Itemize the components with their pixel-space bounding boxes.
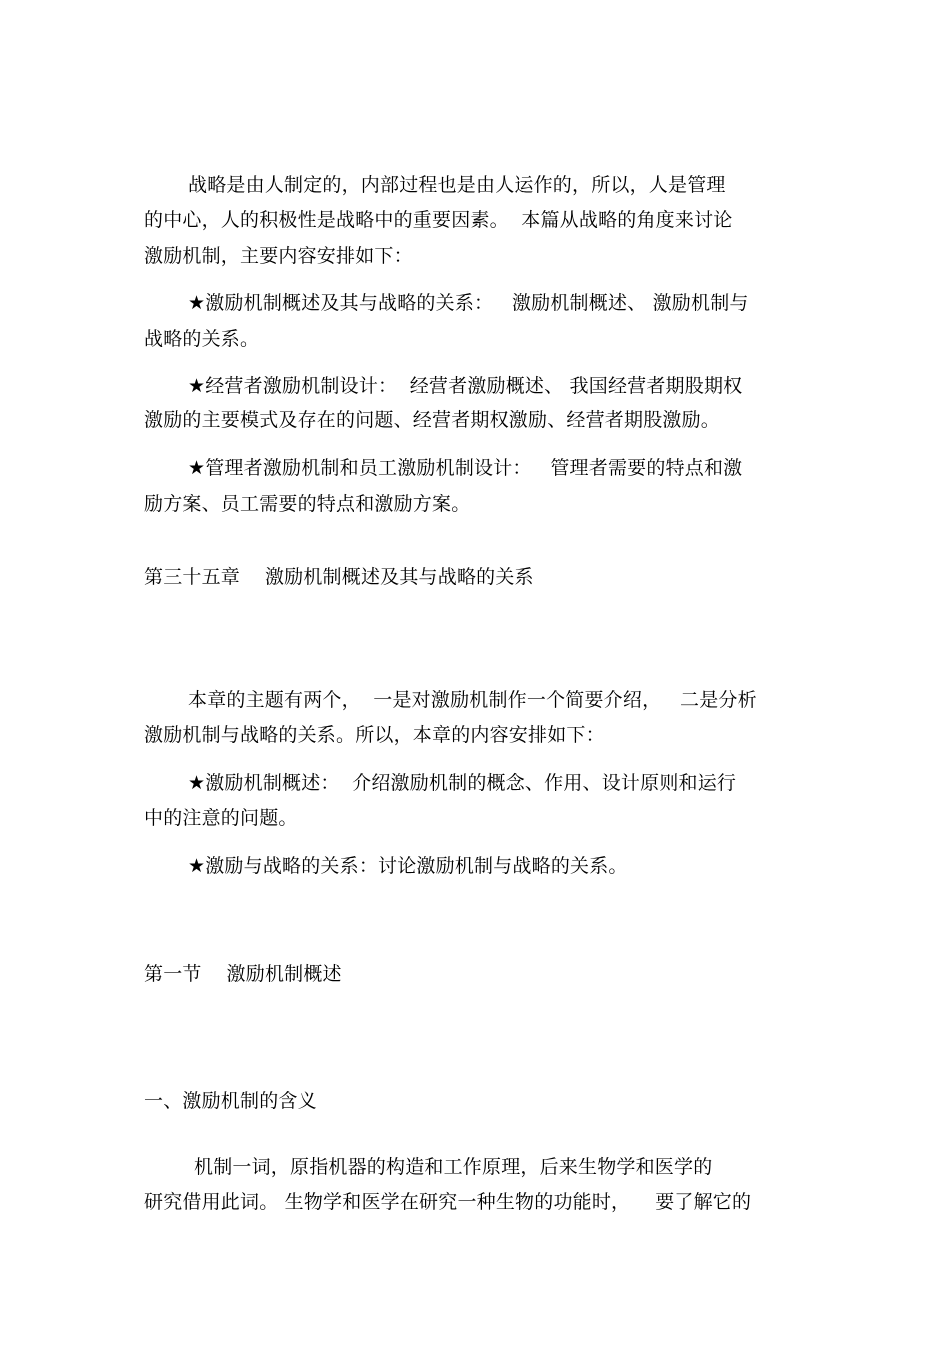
section-title: 第一节 激励机制概述: [144, 963, 342, 985]
chapter-outline-item-1-line-2: 中的注意的问题。: [144, 807, 298, 829]
body-line-1: 机制一词，原指机器的构造和工作原理，后来生物学和医学的: [194, 1156, 713, 1178]
chapter-outline-item-1-line-1: ★激励机制概述： 介绍激励机制的概念、作用、设计原则和运行: [188, 772, 737, 794]
body-line-2: 研究借用此词。 生物学和医学在研究一种生物的功能时， 要了解它的: [144, 1191, 752, 1213]
intro-line-2: 的中心，人的积极性是战略中的重要因素。 本篇从战略的角度来讨论: [144, 209, 733, 231]
outline-item-2-line-2: 激励的主要模式及存在的问题、经营者期权激励、经营者期股激励。: [144, 409, 721, 431]
subsection-title: 一、激励机制的含义: [144, 1090, 317, 1112]
outline-item-2-line-1: ★经营者激励机制设计： 经营者激励概述、 我国经营者期股期权: [188, 375, 743, 397]
outline-item-3-line-2: 励方案、员工需要的特点和激励方案。: [144, 493, 471, 515]
outline-item-1-line-2: 战略的关系。: [144, 328, 260, 350]
chapter-outline-item-2-line-1: ★激励与战略的关系：讨论激励机制与战略的关系。: [188, 855, 628, 877]
intro-line-1: 战略是由人制定的，内部过程也是由人运作的，所以，人是管理: [188, 174, 726, 196]
outline-item-1-line-1: ★激励机制概述及其与战略的关系： 激励机制概述、 激励机制与: [188, 292, 749, 314]
chapter-intro-line-2: 激励机制与战略的关系。所以，本章的内容安排如下：: [144, 724, 605, 746]
chapter-intro-line-1: 本章的主题有两个， 一是对激励机制作一个简要介绍， 二是分析: [188, 689, 757, 711]
outline-item-3-line-1: ★管理者激励机制和员工激励机制设计： 管理者需要的特点和激: [188, 457, 743, 479]
chapter-title: 第三十五章 激励机制概述及其与战略的关系: [144, 566, 534, 588]
intro-line-3: 激励机制，主要内容安排如下：: [144, 245, 413, 267]
